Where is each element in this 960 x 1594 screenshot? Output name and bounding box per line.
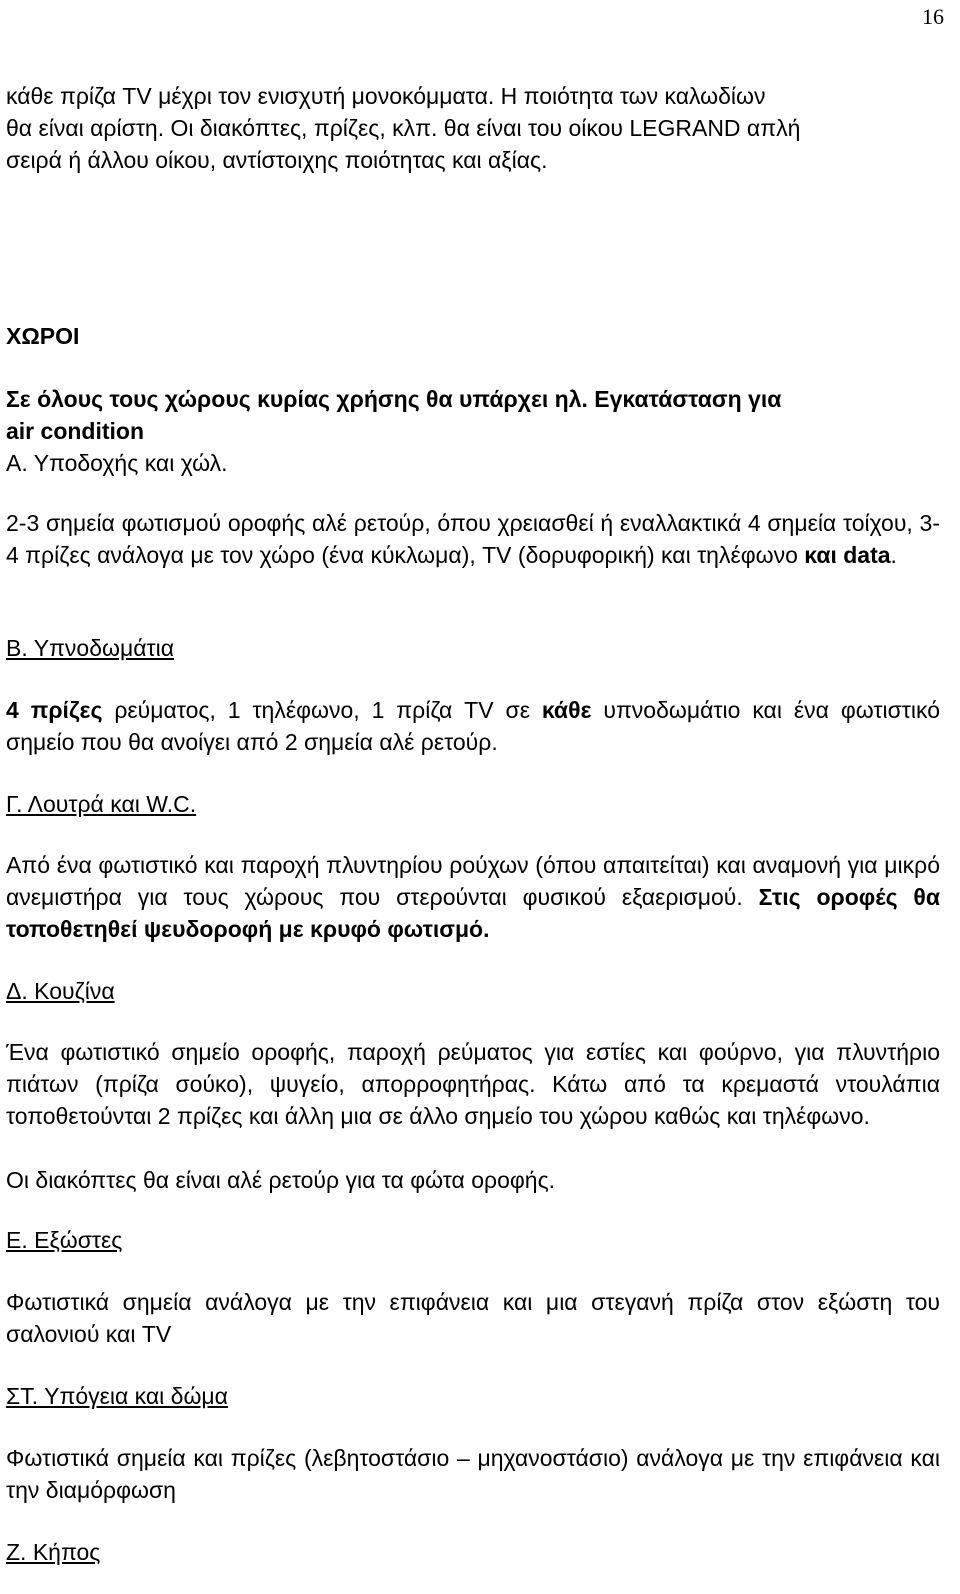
section-a-title: Α. Υποδοχής και χώλ. [6,450,228,476]
section-b-text [6,694,940,758]
section-a-bold: και data [804,542,891,568]
section-st-body: Φωτιστικά σημεία και πρίζες (λεβητοστάσιο – μηχανοστάσιο) ανάλογα με την επιφάνεια και την διαμόρφωση [6,1445,940,1503]
section-c-text [6,849,940,945]
section-d-text2: Οι διακόπτες θα είναι αλέ ρετούρ για τα φώτα οροφής. [6,1167,556,1193]
section-st-title: ΣΤ. Υπόγεια και δώμα [6,1383,228,1409]
section-b-bold: 4 πρίζες [6,697,103,723]
section-d-text [6,1036,940,1132]
section-c-bold: Στις οροφές θα τοποθετηθεί ψευδοροφή με κρυφό φωτισμό. [6,884,940,942]
section-b-title: Β. Υπνοδωμάτια [6,635,175,661]
section-e-text [6,1286,940,1350]
ac-note [6,383,940,447]
section-d-title: Δ. Κουζίνα [6,978,115,1004]
page-number: 16 [922,4,944,29]
intro-line: σειρά ή άλλου οίκου, αντίστοιχης ποιότητας και αξίας. [6,147,548,173]
section-z-title: Ζ. Κήπος [6,1539,101,1565]
section-c-title: Γ. Λουτρά και W.C. [6,791,197,817]
section-d-body: Ένα φωτιστικό σημείο οροφής, παροχή ρεύματος για εστίες και φούρνο, για πλυντήριο πιάτων (πρίζα σούκο), ψυγείο, απορροφητήρας. Κάτω από τα κρεμαστά ντουλάπια τοποθετούνται 2 πρίζες και άλλη μια σε άλλο σημείο του χώρου καθώς και τηλέφωνο. [6,1039,940,1129]
section-a-text [6,507,940,571]
section-b-body: υπνοδωμάτιο και ένα φωτιστικό σημείο που θα ανοίγει από 2 σημεία αλέ ρετούρ. [6,697,940,755]
intro-paragraph [6,80,940,176]
ac-note-line: Σε όλους τους χώρους κυρίας χρήσης θα υπάρχει ηλ. Εγκατάσταση για [6,386,782,412]
section-b-body: ρεύματος, 1 τηλέφωνο, 1 πρίζα TV σε [102,697,542,723]
section-a-end: . [890,542,897,568]
section-a-body: 2-3 σημεία φωτισμού οροφής αλέ ρετούρ, όπου χρειασθεί ή εναλλακτικά 4 σημεία τοίχου, 3-4 πρίζες ανάλογα με τον χώρο (ένα κύκλωμα), TV (δορυφορική) και τηλέφωνο [6,510,940,568]
spaces-heading: ΧΩΡΟΙ [6,323,80,349]
section-e-title: Ε. Εξώστες [6,1227,123,1253]
section-c-body: Από ένα φωτιστικό και παροχή πλυντηρίου ρούχων (όπου απαιτείται) και αναμονή για μικρό ανεμιστήρα για τους χώρους που στερούνται φυσικού εξαερισμού. [6,852,940,910]
ac-note-line: air condition [6,418,144,444]
section-e-body: Φωτιστικά σημεία ανάλογα με την επιφάνεια και μια στεγανή πρίζα στον εξώστη του σαλονιού και TV [6,1289,940,1347]
section-st-text [6,1442,940,1506]
intro-line: κάθε πρίζα TV μέχρι τον ενισχυτή μονοκόμματα. Η ποιότητα των καλωδίων [6,83,766,109]
section-b-bold: κάθε [541,697,592,723]
intro-line: θα είναι αρίστη. Οι διακόπτες, πρίζες, κλπ. θα είναι του οίκου LEGRAND απλή [6,115,801,141]
